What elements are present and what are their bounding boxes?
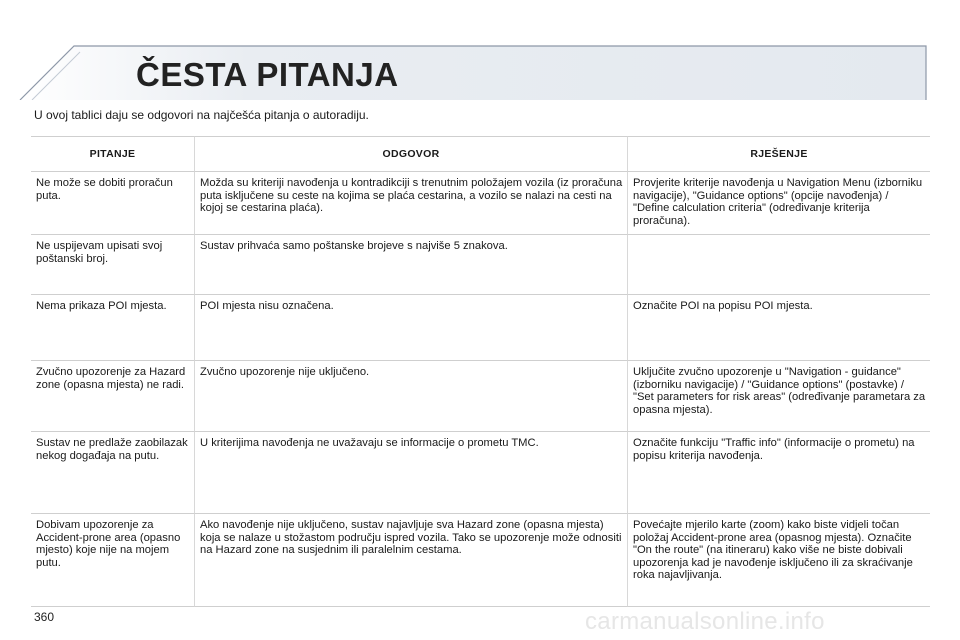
table-header-row: [31, 136, 930, 172]
page-title: ČESTA PITANJA: [136, 56, 399, 93]
table-row: [31, 172, 930, 235]
table-row: [31, 235, 930, 295]
answer-cell: Zvučno upozorenje nije uključeno.: [194, 361, 627, 432]
solution-cell: Povećajte mjerilo karte (zoom) kako biste vidjeli točan položaj Accident-prone area (opasnog mjesta). Označite "On the route" (na itineraru) kako više ne biste dobivali upozorenja kad je navođenje isključeno ili za skraćivanje roka najavljivanja.: [627, 514, 930, 607]
answer-cell: U kriterijima navođenja ne uvažavaju se informacije o prometu TMC.: [194, 432, 627, 514]
header-question: PITANJE: [31, 136, 194, 172]
answer-cell: Možda su kriteriji navođenja u kontradikciji s trenutnim položajem vozila (iz proračuna puta isključene su ceste na kojima se plaća cestarina, a vozilo se nalazi na cesti na kojoj se cestarina plaća).: [194, 172, 627, 235]
intro-text: U ovoj tablici daju se odgovori na najčešća pitanja o autoradiju.: [34, 108, 369, 122]
solution-cell: Označite funkciju "Traffic info" (informacije o prometu) na popisu kriterija navođenja.: [627, 432, 930, 514]
table-row: [31, 361, 930, 432]
question-cell: Zvučno upozorenje za Hazard zone (opasna mjesta) ne radi.: [31, 361, 194, 432]
table-row: [31, 432, 930, 514]
faq-table: [31, 136, 930, 607]
header-solution: RJEŠENJE: [627, 136, 930, 172]
solution-cell: Označite POI na popisu POI mjesta.: [627, 295, 930, 361]
solution-cell: Uključite zvučno upozorenje u "Navigation - guidance" (izborniku navigacije) / "Guidance options" (postavke) / "Set parameters for risk areas" (određivanje parametara za opasna mjesta).: [627, 361, 930, 432]
solution-cell: [627, 235, 930, 295]
answer-cell: Sustav prihvaća samo poštanske brojeve s najviše 5 znakova.: [194, 235, 627, 295]
header-answer: ODGOVOR: [194, 136, 627, 172]
table-row: [31, 514, 930, 607]
question-cell: Ne uspijevam upisati svoj poštanski broj.: [31, 235, 194, 295]
answer-cell: Ako navođenje nije uključeno, sustav najavljuje sva Hazard zone (opasna mjesta) koja se nalaze u stožastom području ispred vozila. Tako se upozorenje može odnositi na Hazard zone na susjednim ili paralelnim cestama.: [194, 514, 627, 607]
question-cell: Ne može se dobiti proračun puta.: [31, 172, 194, 235]
page-number: 360: [34, 610, 55, 624]
question-cell: Nema prikaza POI mjesta.: [31, 295, 194, 361]
solution-cell: Provjerite kriterije navođenja u Navigation Menu (izborniku navigacije), "Guidance options" (opcije navođenja) / "Define calculation criteria" (određivanje kriterija proračuna).: [627, 172, 930, 235]
question-cell: Sustav ne predlaže zaobilazak nekog događaja na putu.: [31, 432, 194, 514]
watermark-text: carmanualsonline.info: [585, 608, 825, 635]
table-row: [31, 295, 930, 361]
question-cell: Dobivam upozorenje za Accident-prone area (opasno mjesto) koje nije na mojem putu.: [31, 514, 194, 607]
answer-cell: POI mjesta nisu označena.: [194, 295, 627, 361]
